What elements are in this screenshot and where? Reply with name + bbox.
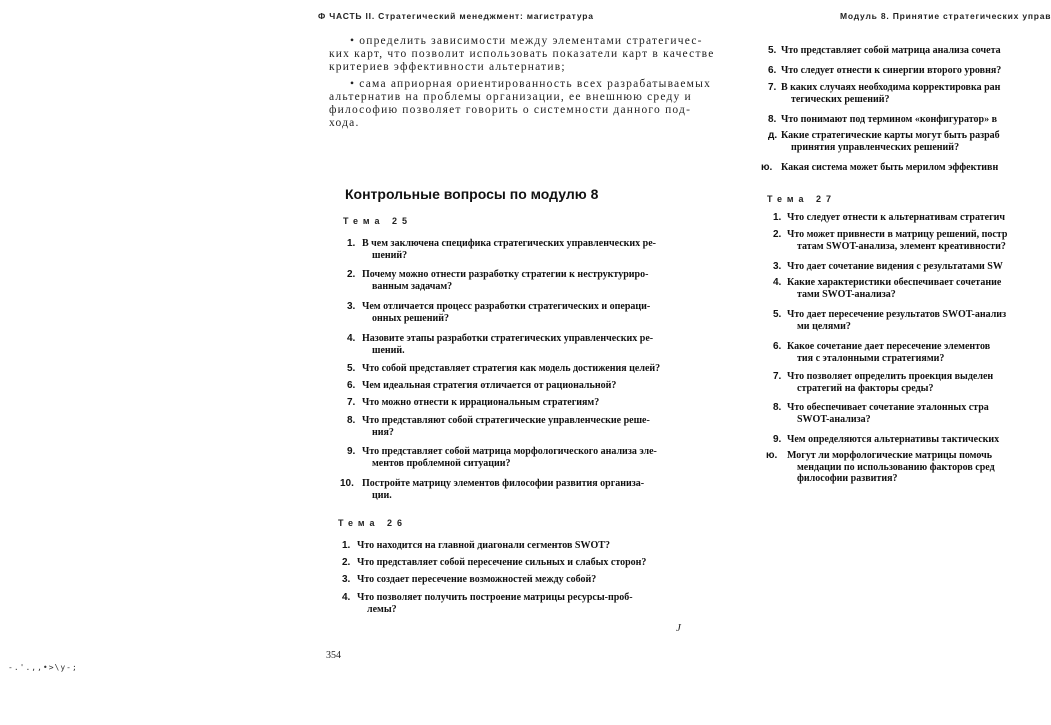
question-text-line: тия с эталонными стратегиями? (797, 352, 945, 364)
question-text-line: Что можно отнести к иррациональным стратегиям? (362, 397, 600, 408)
question-text-line: Чем идеальная стратегия отличается от рациональной? (362, 380, 617, 391)
question-text-line: SWOT-анализа? (797, 413, 871, 425)
question-number: 1. (347, 238, 356, 249)
margin-noise: -.'.,,•>\у-; (8, 663, 78, 672)
question-number: 1. (342, 540, 351, 551)
question-number: 3. (347, 301, 356, 312)
intro-line: • сама априорная ориентированность всех разрабатываемых (350, 78, 712, 90)
question-number: 6. (347, 380, 356, 391)
question-number: 5. (347, 363, 356, 374)
question-text-line: ции. (372, 489, 392, 501)
question-text-line: Что представляет собой матрица анализа сочета (781, 45, 1001, 56)
tema-25-label: Тема 25 (343, 216, 412, 226)
intro-line: хода. (329, 117, 360, 129)
question-text-line: Что дает пересечение результатов SWOT-анализ (787, 309, 1007, 320)
question-text-line: Постройте матрицу элементов философии развития организа- (362, 478, 645, 489)
question-text-line: Что понимают под термином «конфигуратор» в (781, 114, 997, 125)
question-number: 2. (342, 557, 351, 568)
question-number: 1. (773, 212, 782, 223)
question-number: 7. (347, 397, 356, 408)
question-number: 10. (340, 478, 354, 489)
section-title: Контрольные вопросы по модулю 8 (345, 186, 599, 202)
intro-line: критериев эффективности альтернатив; (329, 61, 566, 73)
question-text-line: Чем отличается процесс разработки стратегических и операци- (362, 301, 651, 312)
question-text-line: Какие стратегические карты могут быть разраб (781, 130, 1000, 141)
intro-line: альтернатив на проблемы организации, ее внешнюю среду и (329, 91, 692, 103)
question-text-line: стратегий на факторы среды? (797, 382, 934, 394)
question-text-line: Могут ли морфологические матрицы помочь (787, 450, 993, 461)
question-number: 4. (347, 333, 356, 344)
question-text-line: Какая система может быть мерилом эффективн (781, 162, 999, 173)
question-text-line: Что находится на главной диагонали сегментов SWOT? (357, 540, 610, 551)
question-text-line: Что позволяет получить построение матрицы ресурсы-проб- (357, 592, 633, 603)
question-number: 3. (773, 261, 782, 272)
intro-line: философию позволяет говорить о системности данного под- (329, 104, 692, 116)
question-text-line: Чем определяются альтернативы тактических (787, 434, 1000, 445)
question-text-line: ванным задачам? (372, 280, 453, 292)
question-text-line: Почему можно отнести разработку стратегии к неструктуриро- (362, 269, 649, 280)
question-number: 5. (773, 309, 782, 320)
question-text-line: Что представляют собой стратегические управленческие реше- (362, 415, 650, 426)
question-text-line: шений? (372, 249, 408, 261)
question-text-line: шений. (372, 344, 405, 356)
question-number: 9. (773, 434, 782, 445)
question-text-line: Что обеспечивает сочетание эталонных стра (787, 402, 989, 413)
question-text-line: Что дает сочетание видения с результатами SW (787, 261, 1003, 272)
question-text-line: ния? (372, 426, 394, 438)
question-text-line: принятия управленческих решений? (791, 141, 960, 153)
question-number: 5. (768, 45, 777, 56)
question-number: 8. (773, 402, 782, 413)
right-page-header: Модуль 8. Принятие стратегических управ (840, 11, 1051, 21)
question-text-line: татам SWOT-анализа, элемент креативности? (797, 240, 1006, 252)
question-text-line: философии развития? (797, 473, 898, 484)
question-number: 4. (773, 277, 782, 288)
question-text-line: Что позволяет определить проекция выделен (787, 371, 994, 382)
question-text-line: онных решений? (372, 312, 449, 324)
question-text-line: Назовите этапы разработки стратегических управленческих ре- (362, 333, 654, 344)
corner-mark: J (676, 622, 681, 634)
question-text-line: ми целями? (797, 320, 851, 332)
question-text-line: В каких случаях необходима корректировка ран (781, 82, 1001, 93)
question-text-line: Что представляет собой пересечение сильных и слабых сторон? (357, 557, 647, 568)
question-text-line: ментов проблемной ситуации? (372, 457, 511, 469)
question-text-line: тегических решений? (791, 93, 890, 105)
question-number: 9. (347, 446, 356, 457)
question-text-line: В чем заключена специфика стратегических управленческих ре- (362, 238, 656, 249)
question-text-line: Что может привнести в матрицу решений, постр (787, 229, 1008, 240)
question-number: 7. (773, 371, 782, 382)
question-number: 2. (347, 269, 356, 280)
question-number: 6. (768, 65, 777, 76)
question-text-line: Что следует отнести к синергии второго уровня? (781, 65, 1002, 76)
question-text-line: Что следует отнести к альтернативам стратегич (787, 212, 1006, 223)
tema-26-label: Тема 26 (338, 518, 407, 528)
left-page-header: Ф ЧАСТЬ II. Стратегический менеджмент: магистратура (318, 11, 594, 21)
question-number: д. (768, 130, 778, 141)
question-number: 4. (342, 592, 351, 603)
question-number: 8. (768, 114, 777, 125)
question-text-line: Какие характеристики обеспечивает сочетание (787, 277, 1002, 288)
question-number: 6. (773, 341, 782, 352)
intro-line: ких карт, что позволит использовать показатели карт в качестве (329, 48, 715, 60)
page-number: 354 (326, 650, 341, 661)
intro-line: • определить зависимости между элементами стратегичес- (350, 35, 703, 47)
question-text-line: лемы? (367, 603, 397, 615)
question-number: 3. (342, 574, 351, 585)
question-text-line: тами SWOT-анализа? (797, 288, 896, 300)
question-text-line: Что создает пересечение возможностей между собой? (357, 574, 597, 585)
question-number: 7. (768, 82, 777, 93)
question-number: 2. (773, 229, 782, 240)
question-text-line: мендации по использованию факторов сред (797, 461, 995, 473)
tema-27-label: Тема 27 (767, 194, 836, 204)
question-number: ю. (761, 162, 773, 173)
question-text-line: Что представляет собой матрица морфологического анализа эле- (362, 446, 657, 457)
question-text-line: Что собой представляет стратегия как модель достижения целей? (362, 363, 661, 374)
question-text-line: Какое сочетание дает пересечение элементов (787, 341, 991, 352)
question-number: ю. (766, 450, 778, 461)
question-number: 8. (347, 415, 356, 426)
